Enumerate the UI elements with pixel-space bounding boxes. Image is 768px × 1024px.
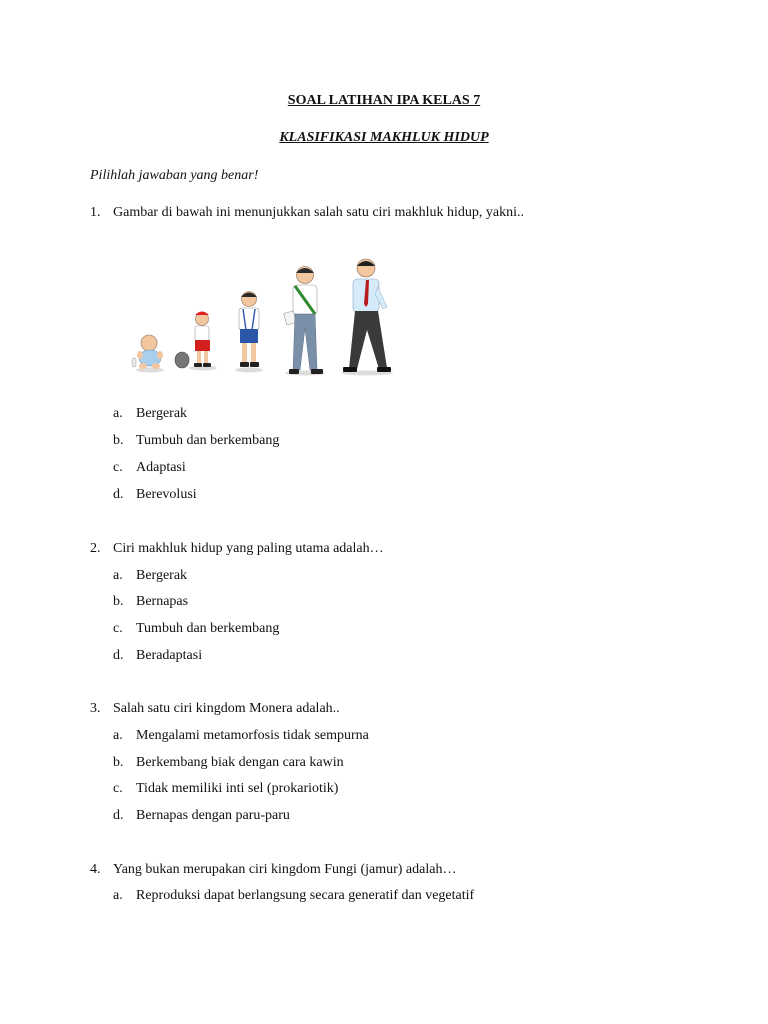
question-3-option-c[interactable] xyxy=(113,781,338,797)
growth-stages-illustration xyxy=(125,252,405,377)
option-letter: d. xyxy=(113,808,124,823)
option-letter: b. xyxy=(113,594,124,609)
instruction-text: Pilihlah jawaban yang benar! xyxy=(90,168,259,183)
question-3-option-b[interactable] xyxy=(113,755,344,771)
document-title: SOAL LATIHAN IPA KELAS 7 xyxy=(287,93,481,108)
option-text: Berevolusi xyxy=(136,487,197,502)
child-figure xyxy=(194,312,211,368)
question-number: 2. xyxy=(90,541,101,556)
question-1 xyxy=(90,205,524,221)
option-letter: a. xyxy=(113,406,123,421)
option-text: Beradaptasi xyxy=(136,648,203,663)
adult-figure xyxy=(343,259,391,372)
option-text: Berkembang biak dengan cara kawin xyxy=(136,755,344,770)
question-2 xyxy=(90,541,384,557)
option-letter: c. xyxy=(113,781,123,796)
option-letter: b. xyxy=(113,433,124,448)
option-letter: d. xyxy=(113,648,124,663)
baby-figure xyxy=(132,335,163,369)
question-1-option-a[interactable] xyxy=(113,406,187,422)
question-text: Ciri makhluk hidup yang paling utama adalah… xyxy=(113,541,384,556)
young-adult-figure xyxy=(284,267,323,375)
question-2-option-c[interactable] xyxy=(113,621,279,637)
document-subtitle: KLASIFIKASI MAKHLUK HIDUP xyxy=(279,130,489,145)
question-2-option-b[interactable] xyxy=(113,594,188,610)
question-text: Yang bukan merupakan ciri kingdom Fungi (jamur) adalah… xyxy=(113,862,457,877)
question-3-option-a[interactable] xyxy=(113,728,369,744)
option-letter: d. xyxy=(113,487,124,502)
option-letter: c. xyxy=(113,621,123,636)
option-letter: b. xyxy=(113,755,124,770)
question-2-option-d[interactable] xyxy=(113,648,202,664)
question-number: 1. xyxy=(90,205,101,220)
teen-figure xyxy=(239,292,259,368)
question-text: Salah satu ciri kingdom Monera adalah.. xyxy=(113,701,340,716)
question-text: Gambar di bawah ini menunjukkan salah satu ciri makhluk hidup, yakni.. xyxy=(113,205,524,220)
option-text: Bergerak xyxy=(136,406,188,421)
option-text: Tumbuh dan berkembang xyxy=(136,433,280,448)
question-3-option-d[interactable] xyxy=(113,808,290,824)
option-letter: a. xyxy=(113,568,123,583)
option-text: Reproduksi dapat berlangsung secara generatif dan vegetatif xyxy=(136,888,475,903)
question-4-option-a[interactable] xyxy=(113,888,474,904)
question-1-option-c[interactable] xyxy=(113,460,186,476)
option-text: Bernapas xyxy=(136,594,189,609)
option-text: Mengalami metamorfosis tidak sempurna xyxy=(136,728,369,743)
option-text: Bernapas dengan paru-paru xyxy=(136,808,290,823)
option-text: Tidak memiliki inti sel (prokariotik) xyxy=(136,781,339,796)
option-text: Bergerak xyxy=(136,568,188,583)
question-number: 4. xyxy=(90,862,101,877)
option-letter: a. xyxy=(113,728,123,743)
option-text: Adaptasi xyxy=(136,460,186,475)
question-3 xyxy=(90,701,340,717)
question-4 xyxy=(90,862,456,878)
question-2-option-a[interactable] xyxy=(113,568,187,584)
question-number: 3. xyxy=(90,701,101,716)
option-text: Tumbuh dan berkembang xyxy=(136,621,280,636)
option-letter: a. xyxy=(113,888,123,903)
question-1-option-d[interactable] xyxy=(113,487,197,503)
option-letter: c. xyxy=(113,460,123,475)
question-1-option-b[interactable] xyxy=(113,433,279,449)
